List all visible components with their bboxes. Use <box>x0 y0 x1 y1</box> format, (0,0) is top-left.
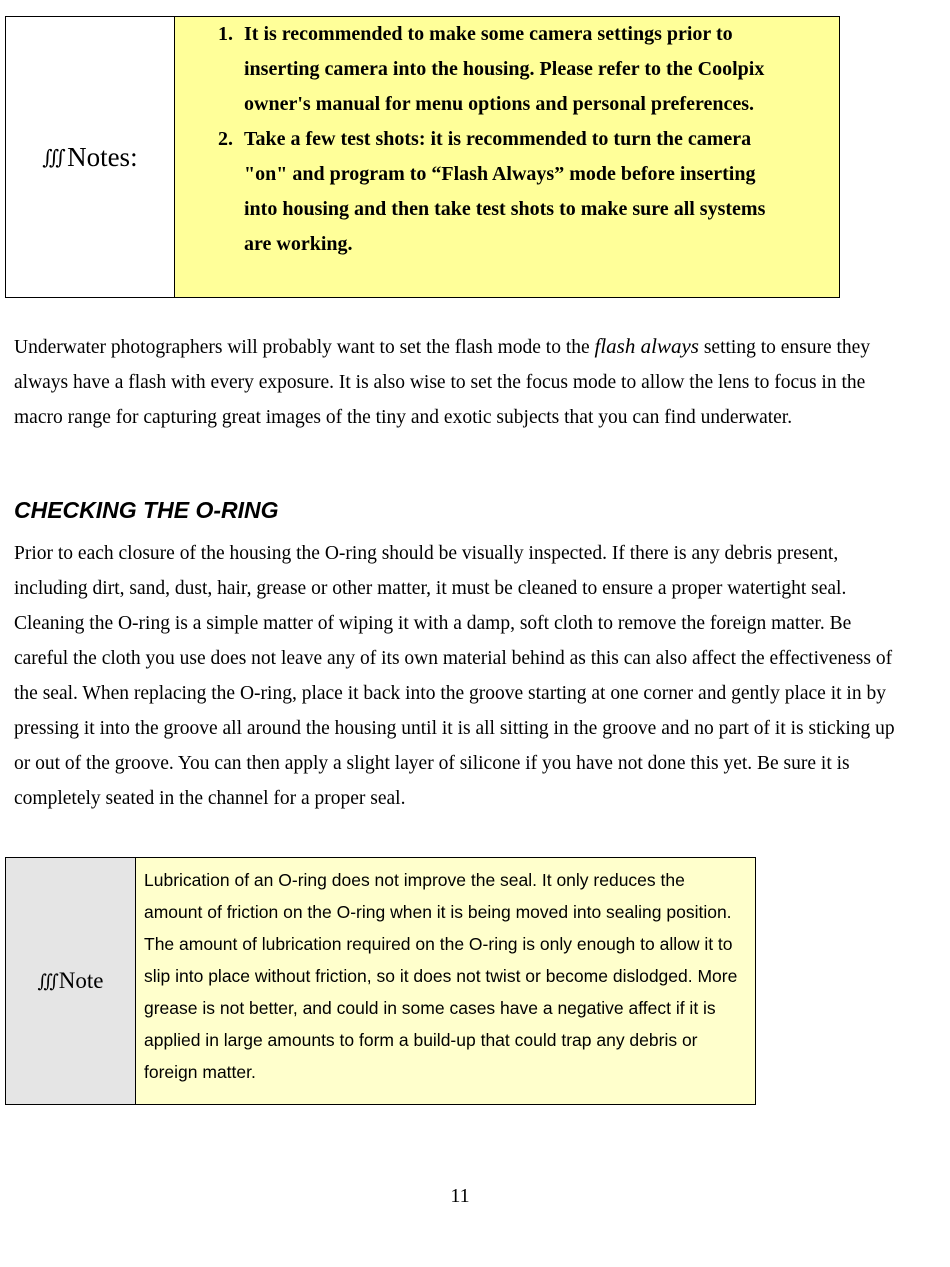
section-heading: CHECKING THE O-RING <box>14 497 279 523</box>
pencil-scribble-icon: ∭ <box>37 970 57 991</box>
notes-label-cell <box>6 17 175 297</box>
note-label-cell <box>6 858 136 1104</box>
list-item-number: 1. <box>218 23 233 45</box>
intro-paragraph <box>14 329 904 435</box>
notes-list <box>175 17 839 262</box>
notes-content-cell <box>175 17 839 297</box>
note-content: Lubrication of an O-ring does not improve the seal. It only reduces the amount of friction on the O-ring when it is being moved into sealing position. The amount of lubrication required on the O-ring is only enough to allow it to slip into place without friction, so it does not twist or become dislodged. More grease is not better, and could in some cases have a negative affect if it is applied in large amounts to form a build-up that could trap any debris or foreign matter. <box>136 858 755 1104</box>
intro-text-after: setting to ensure they always have a flash with every exposure. It is also wise to set the focus mode to allow the lens to focus in the macro range for capturing great images of the tiny and exotic subjects that you can find underwater. <box>14 337 871 428</box>
list-item-number: 2. <box>218 128 233 150</box>
list-item <box>175 122 839 262</box>
intro-emphasis: flash always <box>594 334 699 358</box>
section-body: Prior to each closure of the housing the O-ring should be visually inspected. If there is any debris present, including dirt, sand, dust, hair, grease or other matter, it must be cleaned to ensure a proper watertight seal. Cleaning the O-ring is a simple matter of wiping it with a damp, soft cloth to remove the foreign matter. Be careful the cloth you use does not leave any of its own material behind as this can also affect the effectiveness of the seal. When replacing the O-ring, place it back into the groove starting at one corner and gently place it in by pressing it into the groove all around the housing until it is all sitting in the groove and no part of it is sticking up or out of the groove. You can then apply a slight layer of silicone if you have not done this yet. Be sure it is completely seated in the channel for a proper seal. <box>14 543 895 809</box>
notes-label: Notes: <box>67 141 138 172</box>
note-label: Note <box>58 968 104 993</box>
note-box <box>5 857 756 1105</box>
list-item-text: It is recommended to make some camera settings prior to inserting camera into the housing. Please refer to the Coolpix owner's manual for menu options and personal preferences. <box>244 23 765 115</box>
list-item <box>175 17 839 122</box>
notes-box <box>5 16 840 298</box>
pencil-scribble-icon: ∭ <box>42 146 65 169</box>
page-number: 11 <box>450 1185 470 1207</box>
list-item-text: Take a few test shots: it is recommended to turn the camera "on" and program to “Flash Always” mode before inserting into housing and then take test shots to make sure all systems are working. <box>244 128 766 255</box>
intro-text-before: Underwater photographers will probably want to set the flash mode to the <box>14 337 595 358</box>
